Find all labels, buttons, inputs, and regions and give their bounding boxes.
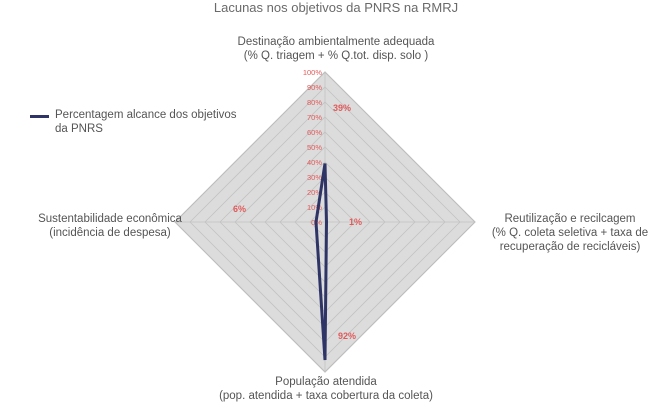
radial-tick-label: 40% bbox=[306, 158, 322, 167]
axis-label-right bbox=[470, 212, 670, 254]
legend bbox=[30, 108, 240, 136]
radial-tick-label: 70% bbox=[306, 113, 322, 122]
radial-tick-label: 50% bbox=[306, 143, 322, 152]
axis-label-bottom-line1: População atendida bbox=[275, 376, 377, 388]
radial-tick-label: 0% bbox=[311, 218, 322, 227]
radial-tick-label: 20% bbox=[306, 188, 322, 197]
data-label: 39% bbox=[333, 103, 352, 113]
axis-label-right-line2: (% Q. coleta seletiva + taxa de bbox=[491, 227, 649, 239]
data-label: 1% bbox=[349, 217, 363, 227]
radial-tick-label: 80% bbox=[306, 98, 322, 107]
data-label: 92% bbox=[338, 331, 357, 341]
radial-tick-label: 90% bbox=[306, 83, 322, 92]
axis-label-bottom-line2: (pop. atendida + taxa cobertura da coleta) bbox=[219, 390, 433, 402]
axis-label-left-line1: Sustentabilidade econômica bbox=[38, 213, 182, 225]
axis-label-top-line1: Destinação ambientalmente adequada bbox=[237, 36, 435, 48]
axis-label-top-line2: (% Q. triagem + % Q.tot. disp. solo ) bbox=[243, 50, 429, 62]
legend-label: Percentagem alcance dos objetivos da PNRS bbox=[55, 109, 237, 135]
radial-tick-label: 10% bbox=[306, 203, 322, 212]
axis-label-right-line3: recuperação de recicláveis) bbox=[499, 241, 641, 253]
legend-swatch bbox=[30, 115, 49, 118]
radial-tick-label: 30% bbox=[306, 173, 322, 182]
axis-label-left-line2: (incidência de despesa) bbox=[49, 227, 171, 239]
axis-label-left bbox=[10, 212, 210, 240]
chart-title: Lacunas nos objetivos da PNRS na RMRJ bbox=[213, 0, 459, 15]
radial-tick-label: 60% bbox=[306, 128, 322, 137]
axis-label-right-line1: Reutilização e recilcagem bbox=[504, 213, 636, 225]
axis-label-top bbox=[186, 35, 486, 63]
radial-tick-label: 100% bbox=[302, 68, 322, 77]
axis-label-bottom bbox=[176, 375, 476, 403]
data-label: 6% bbox=[233, 204, 247, 214]
